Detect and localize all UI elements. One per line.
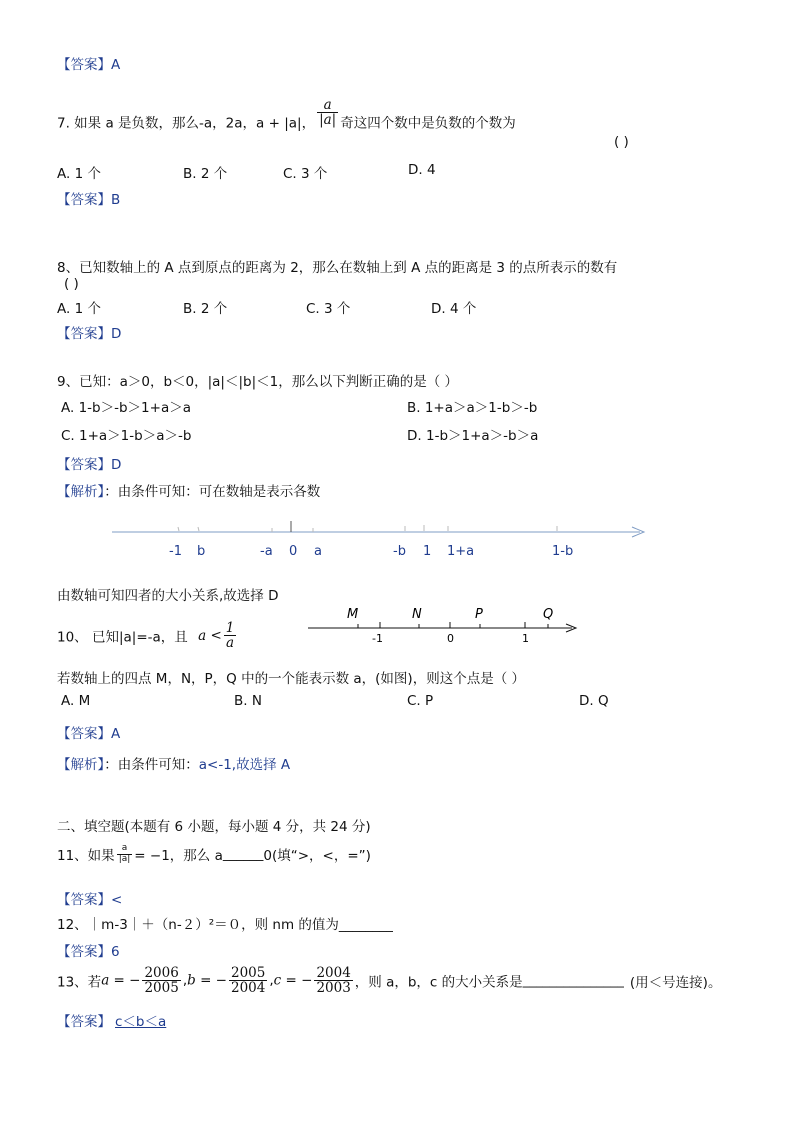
answer-value: D	[111, 326, 122, 342]
q10-text-before: 10、 已知|a|=-a，且	[57, 629, 188, 646]
q9-option-b: B. 1+a＞a＞1-b＞-b	[407, 400, 538, 416]
answer-label: 【答案】	[57, 944, 111, 960]
nl-label: 1	[423, 544, 432, 559]
q13-var-a: a	[101, 972, 110, 989]
nl-label: -1	[169, 544, 182, 559]
answer-value: A	[111, 726, 121, 742]
q13-stem	[57, 966, 721, 995]
q9-analysis	[57, 480, 320, 500]
answer-value: A	[111, 57, 121, 73]
q7-stem	[57, 97, 516, 136]
q10-option-c: C. P	[407, 693, 434, 709]
q6-answer	[57, 53, 120, 73]
q12-text: 12、｜m-3｜＋（n-２）²＝０，则 nm 的值为	[57, 917, 339, 933]
q7-text-before: 7. 如果 a 是负数，那么-a，2a，a + |a|，	[57, 115, 316, 132]
nl-label: a	[314, 544, 322, 559]
q10-option-d: D. Q	[579, 693, 609, 709]
q10-number-line	[300, 602, 590, 646]
point-label: M	[347, 607, 359, 622]
q10-cond-op: <	[210, 627, 222, 644]
answer-label: 【答案】	[57, 192, 111, 208]
q10-question: 若数轴上的四点 M，N，P，Q 中的一个能表示数 a，(如图)，则这个点是（ ）	[57, 671, 525, 687]
q13-eq: = −	[109, 972, 141, 989]
q9-number-line	[0, 510, 794, 566]
tick-label: 1	[522, 632, 529, 645]
q9-option-a: A. 1-b＞-b＞1+a＞a	[61, 400, 191, 416]
nl-label: 1-b	[552, 544, 574, 559]
q10-cond-var: a	[198, 627, 207, 644]
q13-mid: ，则 a，b，c 的大小关系是	[354, 974, 523, 991]
answer-label: 【答案】	[57, 326, 111, 342]
analysis-label: 【解析】	[57, 757, 105, 773]
q7-option-c: C. 3 个	[283, 166, 328, 182]
q8-option-c: C. 3 个	[306, 301, 351, 317]
nl-label: b	[197, 544, 206, 559]
q12-stem	[57, 913, 393, 933]
q11-mid: = −1，那么 a	[134, 848, 223, 864]
q7-option-b: B. 2 个	[183, 166, 228, 182]
q13-var-c: c	[273, 972, 282, 989]
answer-value: D	[111, 457, 122, 473]
q13-eq: = −	[281, 972, 313, 989]
q9-option-c: C. 1+a＞1-b＞a＞-b	[61, 428, 192, 444]
tick-mark	[198, 527, 199, 531]
q7-option-d: D. 4	[408, 162, 436, 178]
q8-answer	[57, 322, 121, 342]
q11-frac-den: |a|	[118, 853, 131, 864]
q13-prefix: 13、若	[57, 974, 102, 991]
q9-stem: 9、已知：a＞0，b＜0，|a|＜|b|＜1，那么以下判断正确的是（ ）	[57, 374, 459, 390]
q7-paren: ( )	[614, 134, 629, 150]
answer-label: 【答案】	[57, 1014, 111, 1030]
q10-option-b: B. N	[234, 693, 262, 709]
q10-option-a: A. M	[61, 693, 91, 709]
q11-frac-num: a	[117, 844, 133, 854]
q13-c-num: 2004	[316, 965, 351, 981]
q13-frac-b	[229, 966, 267, 995]
tick-label: -1	[372, 632, 383, 645]
q11-blank: ______	[222, 846, 264, 862]
q8-option-a: A. 1 个	[57, 301, 101, 317]
point-label: Q	[543, 607, 554, 622]
q10-answer	[57, 722, 120, 742]
nl-label: -a	[260, 544, 273, 559]
q13-c-den: 2003	[316, 980, 351, 997]
q11-suffix: 0(填“>，<，=”)	[263, 848, 371, 864]
q10-stem	[57, 621, 238, 650]
section-title: 二、填空题(本题有 6 小题，每小题 4 分，共 24 分)	[57, 819, 371, 835]
analysis-text: ：由条件可知：	[104, 757, 199, 773]
q13-a-num: 2006	[144, 965, 179, 981]
q9-conclusion: 由数轴可知四者的大小关系,故选择 D	[57, 588, 279, 604]
q8-paren: ( )	[64, 276, 79, 292]
q7-option-a: A. 1 个	[57, 166, 101, 182]
tick-mark	[178, 527, 179, 531]
q13-var-b: b	[187, 972, 196, 989]
q7-frac-den: |a|	[319, 112, 337, 129]
q9-option-d: D. 1-b＞1+a＞-b＞a	[407, 428, 539, 444]
q13-blank: _______________	[522, 972, 624, 989]
analysis-text: ：由条件可知：可在数轴是表示各数	[104, 484, 321, 500]
nl-label: 0	[289, 544, 298, 559]
nl-label: 1+a	[447, 544, 475, 559]
answer-value: c＜b＜a	[115, 1014, 167, 1030]
q9-answer	[57, 453, 121, 473]
q11-fraction	[117, 844, 133, 864]
q13-frac-a	[142, 966, 180, 995]
q8-stem: 8、已知数轴上的 A 点到原点的距离为 2，那么在数轴上到 A 点的距离是 3 的点所表示的数有	[57, 260, 618, 276]
point-label: N	[412, 607, 422, 622]
q13-a-den: 2005	[144, 980, 179, 997]
q7-text-after: 奇这四个数中是负数的个数为	[340, 115, 516, 132]
q13-answer	[57, 1010, 166, 1030]
q11-stem	[57, 844, 371, 864]
q7-fraction	[317, 98, 338, 127]
q10-frac-num: 1	[225, 620, 235, 636]
answer-value: 6	[111, 944, 120, 960]
q10-fraction	[224, 621, 237, 650]
q13-b-den: 2004	[231, 980, 266, 997]
answer-label: 【答案】	[57, 892, 111, 908]
q7-answer	[57, 188, 120, 208]
analysis-value: a<-1,故选择 A	[198, 757, 291, 773]
q12-blank: ________	[338, 917, 393, 933]
q13-sep: ,	[269, 972, 274, 989]
q8-option-b: B. 2 个	[183, 301, 228, 317]
q10-frac-den: a	[226, 635, 235, 652]
tick-label: 0	[447, 632, 454, 645]
q11-prefix: 11、如果	[57, 848, 115, 864]
nl-label: -b	[393, 544, 406, 559]
q13-b-num: 2005	[231, 965, 266, 981]
q13-eq: = −	[195, 972, 227, 989]
q11-answer	[57, 888, 122, 908]
answer-label: 【答案】	[57, 726, 111, 742]
point-label: P	[475, 607, 483, 622]
q13-frac-c	[314, 966, 352, 995]
q10-analysis	[57, 753, 290, 773]
q12-answer	[57, 940, 120, 960]
q13-suffix: (用＜号连接)。	[629, 974, 722, 991]
q7-frac-num: a	[317, 98, 338, 113]
analysis-label: 【解析】	[57, 484, 105, 500]
answer-label: 【答案】	[57, 57, 111, 73]
answer-value: <	[111, 892, 123, 908]
answer-value: B	[111, 192, 121, 208]
answer-label: 【答案】	[57, 457, 111, 473]
q8-option-d: D. 4 个	[431, 301, 477, 317]
q13-sep: ,	[182, 972, 188, 989]
